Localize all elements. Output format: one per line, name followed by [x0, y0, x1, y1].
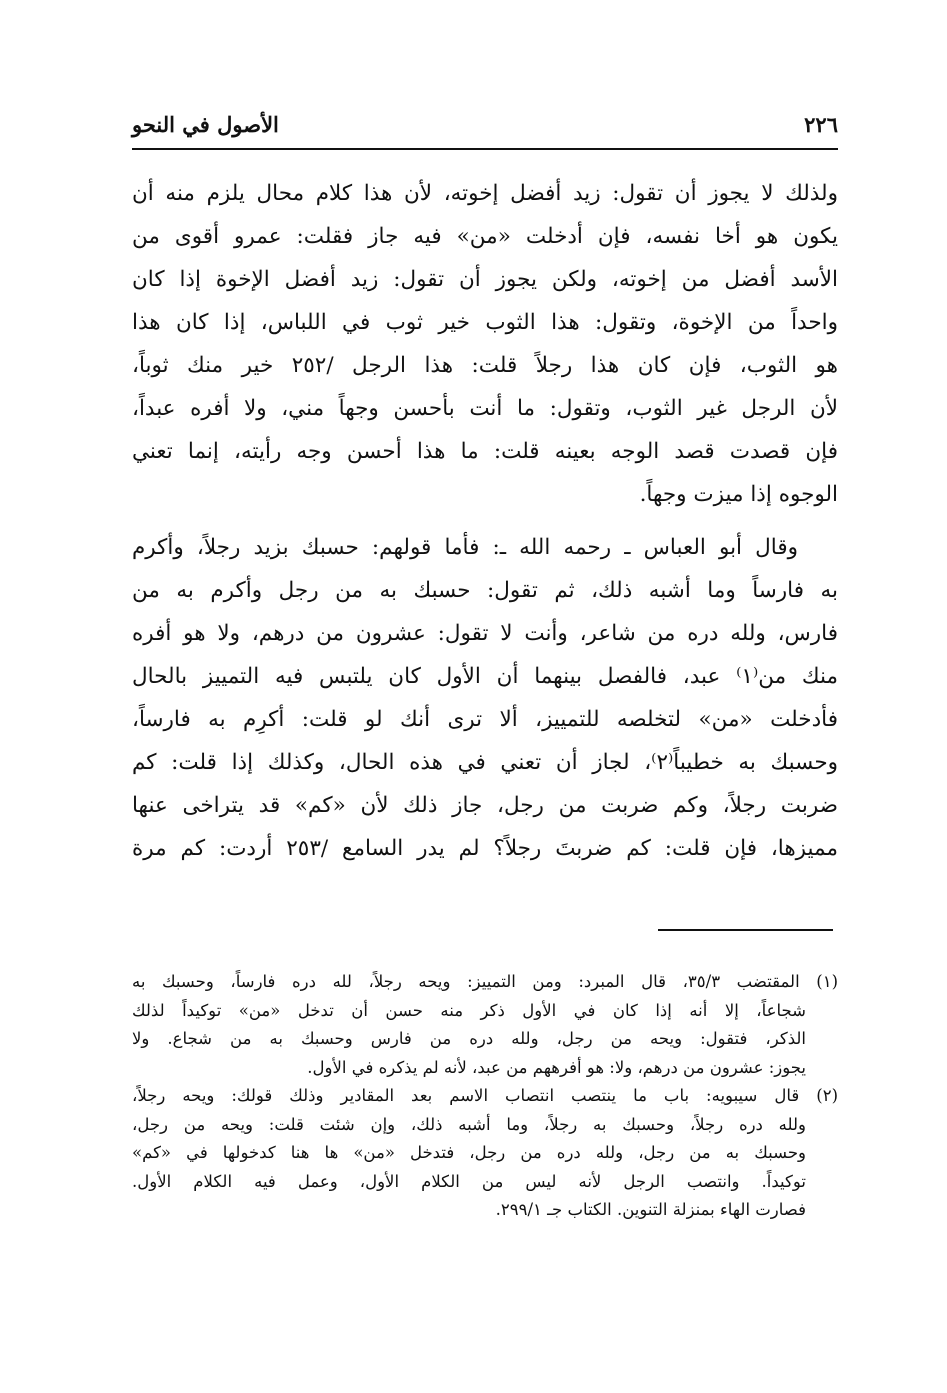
footnotes: [132, 968, 838, 1225]
main-text: [132, 172, 838, 870]
text-line: هو الثوب، فإن كان هذا رجلاً قلت: هذا الرجل /٢٥٢ خير منك ثوباً،: [132, 353, 838, 378]
text-line: الأسد أفضل من إخوته، ولكن يجوز أن تقول: زيد أفضل الإخوة إذا كان: [132, 267, 838, 292]
footnote-line: (٢) قال سيبويه: باب ما ينتصب انتصاب الاسم بعد المقادير وذلك قولك: ويحه رجلاً،: [132, 1086, 838, 1105]
text-line: به فارساً وما أشبه ذلك، ثم تقول: حسبك به من رجل وأكرم به من: [132, 578, 838, 603]
footnote-line: يجوز: عشرون من درهم، ولا: هو أفرههم من عبد، لأنه لم يذكره في الأول.: [307, 1057, 806, 1077]
text-line: وقال أبو العباس ـ رحمه الله ـ: فأما قولهم: حسبك بزيد رجلاً، وأكرم: [132, 535, 798, 560]
text-line: لأن الرجل غير الثوب، وتقول: ما أنت بأحسن وجهاً مني، ولا أفره عبداً،: [132, 396, 838, 421]
text-line: فأدخلت «من» لتخلصه للتمييز، ألا ترى أنك لو قلت: أكرِم به فارساً،: [132, 707, 838, 732]
text-line: ضربت رجلاً، وكم ضربت من رجل، جاز ذلك لأن «كم» قد يتراخى عنها: [132, 793, 838, 818]
footnote-line: (١) المقتضب ٣٥/٣، قال المبرد: ومن التمييز: ويحه رجلاً، لله دره فارساً، وحسبك به: [132, 972, 838, 991]
footnote-line: الذكر، فتقول: ويحه من رجل، ولله دره من فارس وحسبك به من شجاع. ولا: [132, 1029, 806, 1048]
footnote-1: [132, 968, 838, 1082]
paragraph-2: [132, 526, 838, 870]
footnote-line: ولله دره رجلاً، وحسبك به رجلاً، وما أشبه ذلك، وإن شئت قلت: ويحه من رجل،: [132, 1114, 806, 1134]
text-line: واحداً من الإخوة، وتقول: هذا الثوب خير ثوب في اللباس، إذا كان هذا: [132, 310, 838, 335]
footnote-line: توكيداً. وانتصب الرجل لأنه ليس من الكلام الأول، وعمل فيه الكلام الأول.: [132, 1171, 806, 1191]
text-line: فإن قصدت قصد الوجه بعينه قلت: ما هذا أحسن وجه رأيته، إنما تعني: [132, 439, 838, 464]
text-line: يكون هو أخا نفسه، فإن أدخلت «من» فيه جاز فقلت: عمرو أقوى من: [132, 224, 838, 249]
text-line: فارس، ولله دره من شاعر، وأنت لا تقول: عشرون من درهم، ولا هو أفره: [132, 621, 838, 646]
paragraph-1: [132, 172, 838, 516]
text-line: الوجوه إذا ميزت وجهاً.: [639, 482, 838, 507]
footnote-separator: [658, 929, 833, 931]
page-header: [132, 108, 838, 150]
running-title: الأصول في النحو: [132, 112, 279, 137]
text-line: وحسبك به خطيباً⁽٢⁾، لجاز أن تعني في هذه الحال، وكذلك إذا قلت: كم: [132, 750, 838, 775]
text-line: ولذلك لا يجوز أن تقول: زيد أفضل إخوته، لأن هذا كلام محال يلزم منه أن: [132, 181, 838, 206]
footnote-line: فصارت الهاء بمنزلة التنوين. الكتاب جـ ٢٩٩/١.: [495, 1200, 806, 1219]
footnote-2: [132, 1082, 838, 1225]
page-number: ٢٢٦: [804, 112, 838, 137]
text-line: منك من⁽١⁾ عبد، فالفصل بينهما أن الأول كان يلتبس فيه التمييز بالحال: [132, 664, 838, 689]
text-line: مميزها، فإن قلت: كم ضربتَ رجلاً؟ لم يدر السامع /٢٥٣ أردت: كم مرة: [132, 836, 838, 861]
footnote-line: شجاعاً، إلا أنه إذا كان في الأول ذكر منه حسن أن تدخل «من» توكيداً لذلك: [132, 1000, 806, 1020]
footnote-line: وحسبك به من رجل، ولله دره من رجل، فتدخل «من» ها هنا كدخولها في «كم»: [132, 1143, 806, 1162]
